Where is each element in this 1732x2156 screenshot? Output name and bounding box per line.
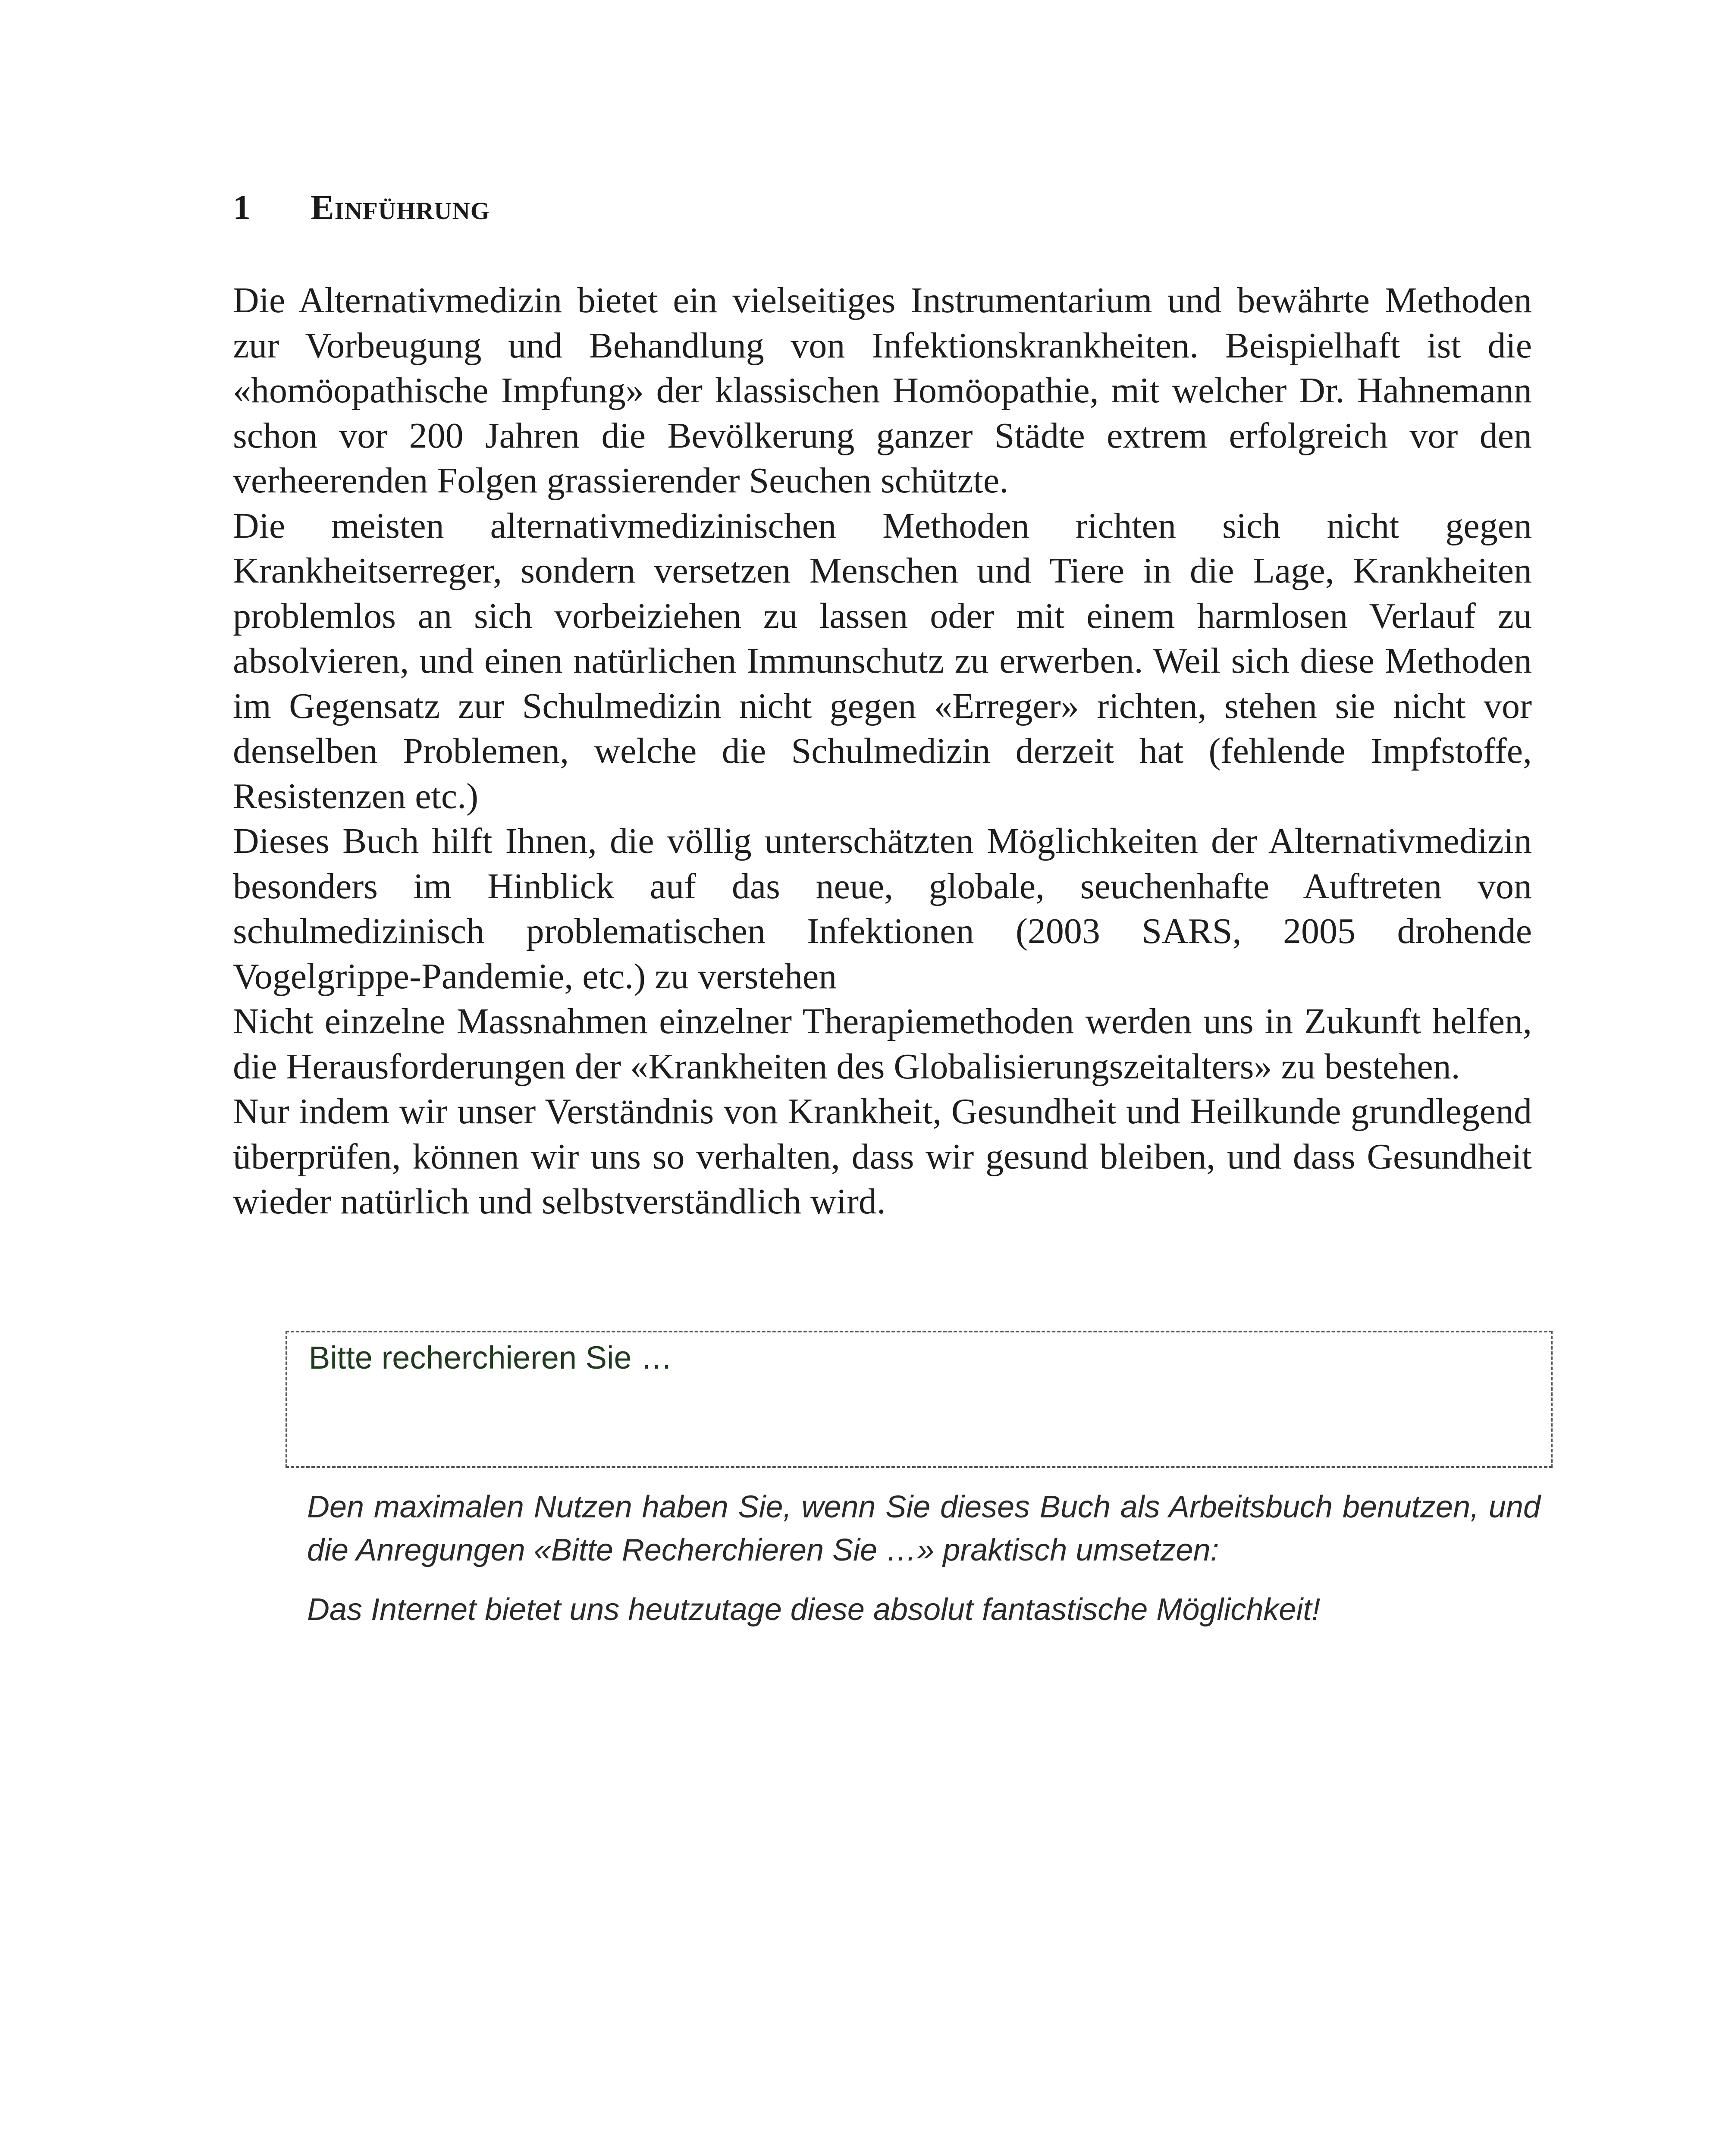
paragraph: Dieses Buch hilft Ihnen, die völlig unterschätzten Möglichkeiten der Alternativmedizin besonders im Hinblick auf das neue, globale, seuchenhafte Auftreten von schulmedizinisch problematischen Infektionen (2003 SARS, 2005 drohende Vogelgrippe-Pandemie, etc.) zu verstehen [233,821,1532,997]
paragraph: Die Alternativmedizin bietet ein vielseitiges Instrumentarium und bewährte Methoden zur Vorbeugung und Behandlung von Infektionskrankheiten. Beispielhaft ist die «homöopathische Impfung» der klassischen Homöopathie, mit welcher Dr. Hahnemann schon vor 200 Jahren die Bevölkerung ganzer Städte extrem erfolgreich vor den verheerenden Folgen grassierender Seuchen schützte. [233,280,1532,501]
chapter-number: 1 [233,188,251,227]
usage-note-text: Das Internet bietet uns heutzutage diese absolut fantastische Möglichkeit! [307,1592,1321,1627]
usage-note-text: Den maximalen Nutzen haben Sie, wenn Sie dieses Buch als Arbeitsbuch benutzen, und die Anregungen «Bitte Recherchieren Sie …» praktisch umsetzen: [307,1490,1541,1567]
paragraph: Nur indem wir unser Verständnis von Krankheit, Gesundheit und Heilkunde grundlegend überprüfen, können wir uns so verhalten, dass wir gesund bleiben, und dass Gesundheit wieder natürlich und selbstverständlich wird. [233,1091,1532,1222]
research-box [286,1331,1553,1468]
body-text [233,278,1532,1225]
chapter-title: Einführung [311,188,490,227]
usage-note [307,1485,1541,1631]
paragraph: Die meisten alternativmedizinischen Methoden richten sich nicht gegen Krankheitserreger, sondern versetzen Menschen und Tiere in die Lage, Krankheiten problemlos an sich vorbeiziehen zu lassen oder mit einem harmlosen Verlauf zu absolvieren, und einen natürlichen Immunschutz zu erwerben. Weil sich diese Methoden im Gegensatz zur Schulmedizin nicht gegen «Erreger» richten, stehen sie nicht vor denselben Problemen, welche die Schulmedizin derzeit hat (fehlende Impfstoffe, Resistenzen etc.) [233,505,1532,816]
paragraph: Nicht einzelne Massnahmen einzelner Therapiemethoden werden uns in Zukunft helfen, die Herausforderungen der «Krankheiten des Globalisierungszeitalters» zu bestehen. [233,1001,1532,1087]
chapter-heading [233,190,490,225]
research-box-label: Bitte recherchieren Sie … [309,1340,673,1376]
